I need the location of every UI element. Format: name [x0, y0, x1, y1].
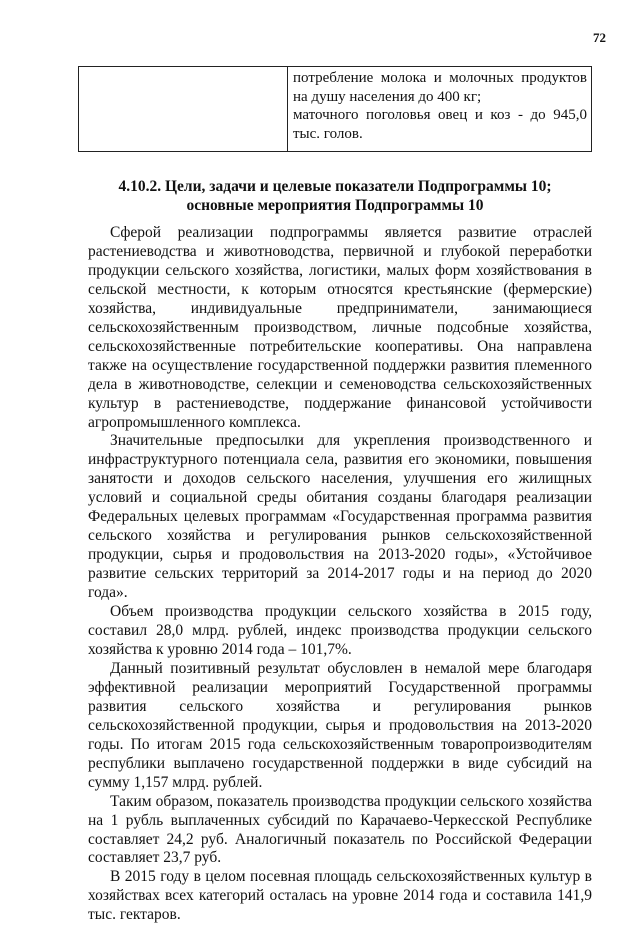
paragraph-scope: Сферой реализации подпрограммы является развитие отраслей растениеводства и животноводства, первичной и глубокой переработки продукции сельского хозяйства, логистики, малых форм хозяйствования в сельской местности, к которым относятся крестьянские (фермерские) хозяйства, индивидуальные предприниматели, занимающиеся сельскохозяйственным производством, личные подсобные хозяйства, сельскохозяйственные потребительские кооперативы. Она направлена также на осуществление государственной поддержки развития племенного дела в животноводстве, селекции и семеноводства сельскохозяйственных культур в растениеводстве, поддержание финансовой устойчивости агропромышленного комплекса. [88, 224, 592, 431]
section-heading-line-2: основные мероприятия Подпрограммы 10 [186, 197, 484, 214]
page-number: 72 [593, 30, 606, 45]
paragraph-sown-area: В 2015 году в целом посевная площадь сельскохозяйственных культур в хозяйствах всех категорий осталась на уровне 2014 года и составила 141,9 тыс. гектаров. [88, 868, 592, 924]
table-line-sheep-goats: маточного поголовья овец и коз - до 945,0 тыс. голов. [293, 107, 587, 142]
continuation-table [78, 66, 592, 152]
section-heading-line-1: 4.10.2. Цели, задачи и целевые показатели Подпрограммы 10; [118, 178, 552, 195]
paragraph-production-volume: Объем производства продукции сельского хозяйства в 2015 году, составил 28,0 млрд. рублей, индекс производства продукции сельского хозяйства к уровню 2014 года – 101,7%. [88, 603, 592, 658]
paragraph-subsidy-ratio: Таким образом, показатель производства продукции сельского хозяйства на 1 рубль выплаченных субсидий по Карачаево-Черкесской Республике составляет 24,2 руб. Аналогичный показатель по Российской Федерации составляет 23,7 руб. [88, 792, 592, 867]
table-cell-indicators [288, 67, 591, 151]
table-cell-empty [79, 67, 288, 151]
body-text [88, 224, 592, 925]
paragraph-prerequisites: Значительные предпосылки для укрепления производственного и инфраструктурного потенциала села, развития его экономики, повышения занятости и доходов сельского населения, улучшения его жилищных условий и социальной среды обитания созданы благодаря реализации Федеральных целевых программам «Государственная программа развития сельского хозяйства и регулирования рынков сельскохозяйственной продукции, сырья и продовольствия на 2013-2020 годы», «Устойчивое развитие сельских территорий за 2014-2017 годы и на период до 2020 года». [88, 432, 592, 602]
table-line-milk: потребление молока и молочных продуктов на душу населения до 400 кг; [293, 70, 587, 105]
paragraph-positive-result: Данный позитивный результат обусловлен в немалой мере благодаря эффективной реализации мероприятий Государственной программы развития сельского хозяйства и регулирования рынков сельскохозяйственной продукции, сырья и продовольствия на 2013-2020 годы. По итогам 2015 года сельскохозяйственным товаропроизводителям республики выплачено государственной поддержки в виде субсидий на сумму 1,157 млрд. рублей. [88, 659, 592, 791]
section-heading [78, 177, 592, 215]
